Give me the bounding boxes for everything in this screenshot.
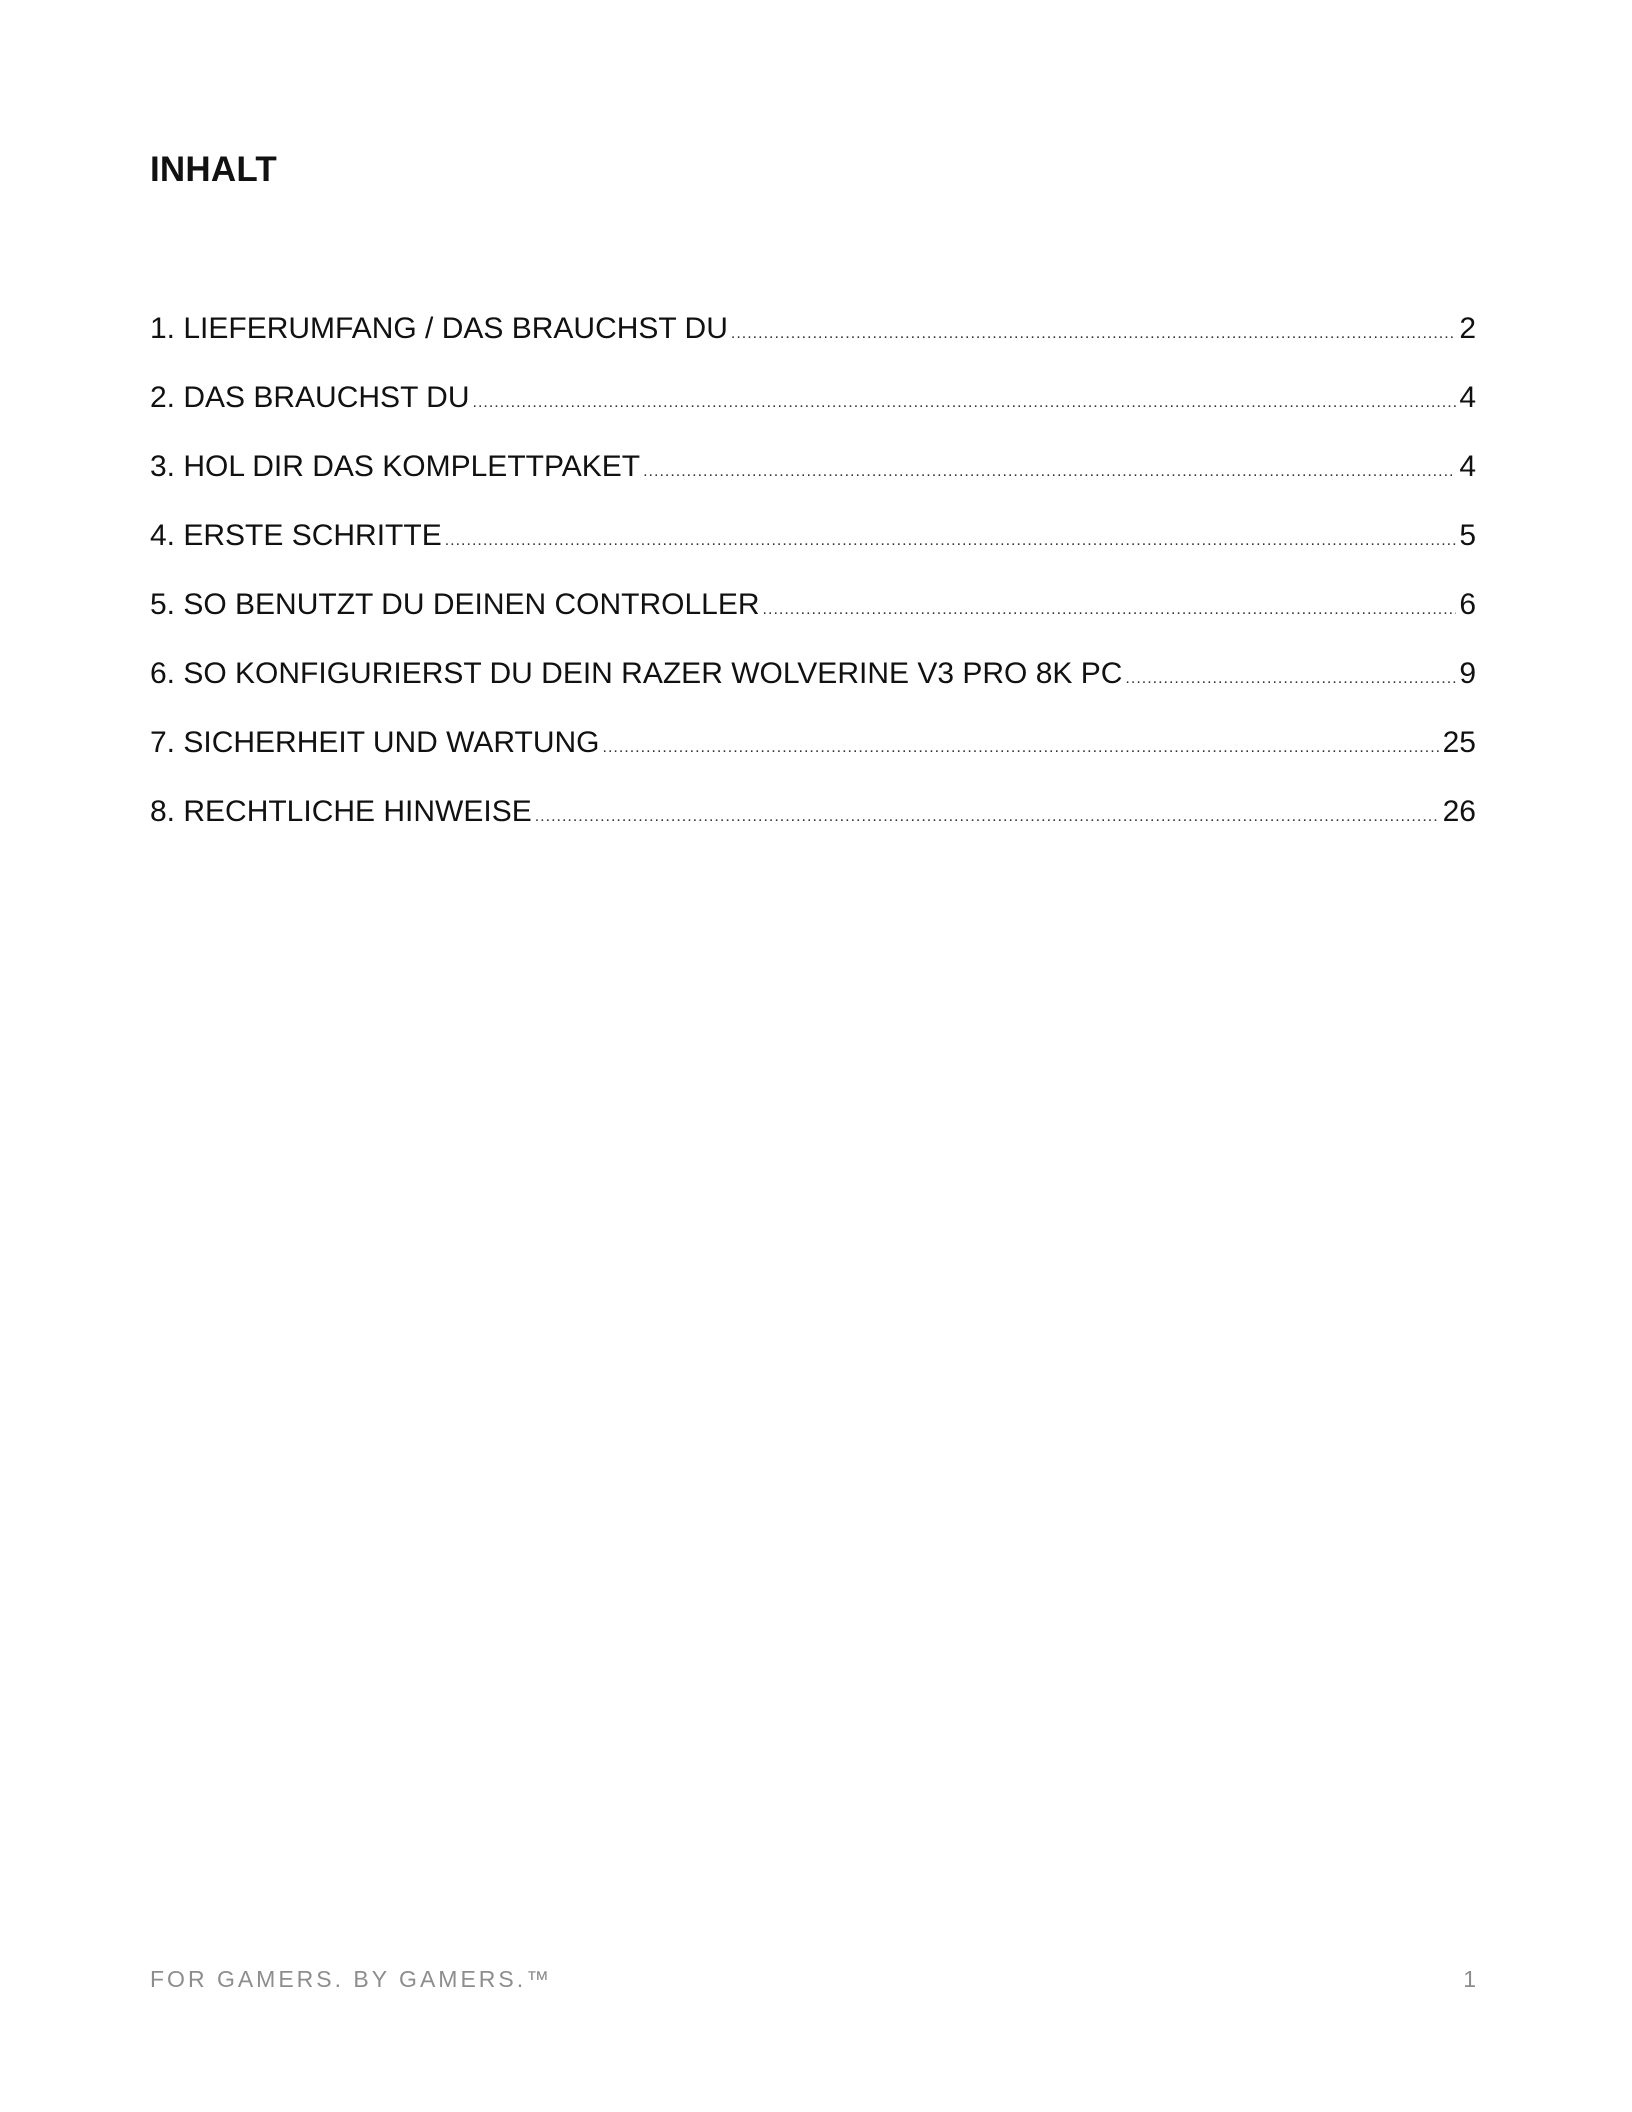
table-of-contents: [150, 309, 1476, 861]
toc-dot-leader: [763, 590, 1457, 630]
toc-entry-page-number: 5: [1459, 519, 1476, 552]
toc-dot-leader: [603, 728, 1440, 768]
toc-entry-label: 8. RECHTLICHE HINWEISE: [150, 795, 532, 828]
toc-dot-leader: [643, 452, 1456, 492]
toc-entry-label: 3. HOL DIR DAS KOMPLETTPAKET: [150, 450, 641, 483]
toc-dot-leader: [535, 797, 1440, 837]
toc-dot-leader: [445, 521, 1457, 561]
toc-entry-label: 6. SO KONFIGURIERST DU DEIN RAZER WOLVERINE V3 PRO 8K PC: [150, 657, 1123, 690]
toc-entry-page-number: 25: [1442, 726, 1476, 759]
toc-entry-page-number: 2: [1459, 312, 1476, 345]
footer-page-number: 1: [1463, 1966, 1476, 1992]
toc-entry-8[interactable]: [150, 792, 1476, 861]
toc-entry-label: 2. DAS BRAUCHST DU: [150, 381, 470, 414]
toc-dot-leader: [731, 314, 1456, 354]
footer-tagline: FOR GAMERS. BY GAMERS.™: [150, 1966, 553, 1992]
toc-entry-page-number: 6: [1459, 588, 1476, 621]
toc-entry-label: 5. SO BENUTZT DU DEINEN CONTROLLER: [150, 588, 760, 621]
toc-entry-4[interactable]: [150, 516, 1476, 585]
toc-entry-label: 7. SICHERHEIT UND WARTUNG: [150, 726, 600, 759]
toc-entry-6[interactable]: [150, 654, 1476, 723]
toc-entry-7[interactable]: [150, 723, 1476, 792]
toc-entry-page-number: 9: [1459, 657, 1476, 690]
toc-entry-1[interactable]: [150, 309, 1476, 378]
toc-title: INHALT: [150, 150, 277, 189]
toc-entry-3[interactable]: [150, 447, 1476, 516]
toc-entry-page-number: 26: [1442, 795, 1476, 828]
toc-dot-leader: [473, 383, 1457, 423]
toc-entry-page-number: 4: [1459, 450, 1476, 483]
toc-entry-5[interactable]: [150, 585, 1476, 654]
toc-entry-label: 4. ERSTE SCHRITTE: [150, 519, 442, 552]
toc-dot-leader: [1125, 659, 1456, 699]
toc-entry-page-number: 4: [1459, 381, 1476, 414]
toc-entry-label: 1. LIEFERUMFANG / DAS BRAUCHST DU: [150, 312, 728, 345]
toc-entry-2[interactable]: [150, 378, 1476, 447]
